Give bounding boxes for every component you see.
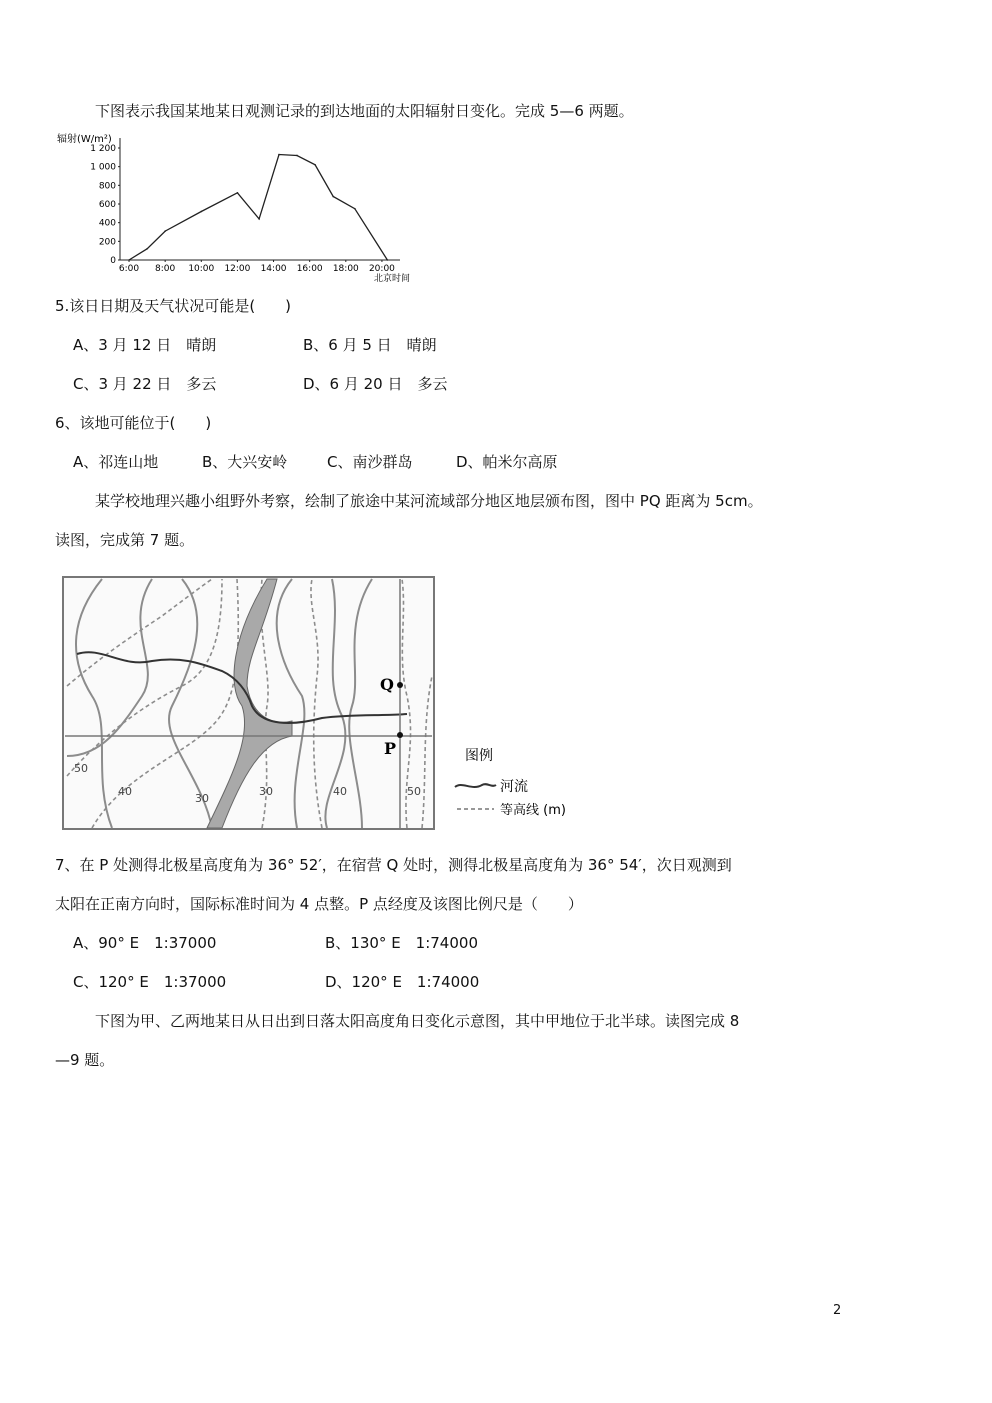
intro-text-q8-9-line2: —9 题。 (55, 1051, 115, 1069)
legend-river-label: 河流 (500, 779, 528, 795)
contour-label: 50 (407, 785, 421, 798)
x-tick-label: 14:00 (260, 264, 287, 274)
radiation-data-point (332, 196, 334, 198)
page-number: 2 (833, 1303, 842, 1318)
question-5-stem: 5.该日日期及天气状况可能是( ) (55, 297, 292, 315)
question-5-option-b[interactable]: B、6 月 5 日 晴朗 (303, 336, 437, 354)
radiation-data-point (314, 164, 316, 166)
x-tick-label: 6:00 (118, 264, 140, 274)
question-6-option-c[interactable]: C、南沙群岛 (327, 453, 413, 471)
chart-x-axis-label: 北京时间 (373, 274, 410, 284)
radiation-data-point (278, 154, 280, 156)
x-tick-label: 18:00 (332, 264, 359, 274)
chart-y-axis-label: 辐射(W/m²) (57, 134, 112, 145)
radiation-data-point (237, 192, 239, 194)
x-tick-label: 20:00 (368, 264, 395, 274)
contour-label: 30 (195, 792, 209, 805)
x-tick-label: 10:00 (188, 264, 215, 274)
y-tick-label: 1 200 (90, 144, 116, 154)
question-5-option-c[interactable]: C、3 月 22 日 多云 (73, 375, 217, 393)
question-7-option-a[interactable]: A、90° E 1:37000 (73, 934, 217, 952)
question-7-stem-line1: 7、在 P 处测得北极星高度角为 36° 52′，在宿营 Q 处时，测得北极星高度角为 36° 54′，次日观测到 (55, 856, 732, 874)
x-tick-label: 16:00 (296, 264, 323, 274)
question-7-option-b[interactable]: B、130° E 1:74000 (325, 934, 478, 952)
contour-label: 30 (259, 785, 273, 798)
radiation-data-point (146, 248, 148, 250)
question-5-option-a[interactable]: A、3 月 12 日 晴朗 (73, 336, 217, 354)
radiation-series-line (129, 155, 387, 261)
y-tick-label: 400 (98, 218, 116, 229)
question-6-option-a[interactable]: A、祁连山地 (73, 453, 159, 471)
legend-contour-label: 等高线 (m) (500, 803, 566, 818)
y-tick-label: 600 (98, 200, 116, 210)
y-tick-label: 1 000 (90, 162, 116, 173)
point-q-marker (397, 682, 403, 688)
stratum-map (62, 576, 582, 832)
radiation-data-point (164, 230, 166, 232)
intro-text-q5-6: 下图表示我国某地某日观测记录的到达地面的太阳辐射日变化。完成 5—6 两题。 (95, 102, 634, 120)
radiation-data-point (296, 155, 298, 157)
question-6-option-b[interactable]: B、大兴安岭 (202, 453, 288, 471)
question-5-option-d[interactable]: D、6 月 20 日 多云 (303, 375, 448, 393)
question-6-option-d[interactable]: D、帕米尔高原 (456, 453, 558, 471)
radiation-data-point (387, 259, 389, 261)
legend-title: 图例 (465, 748, 493, 764)
radiation-data-point (354, 208, 356, 210)
contour-label: 40 (118, 785, 132, 798)
question-7-stem-line2: 太阳在正南方向时，国际标准时间为 4 点整。P 点经度及该图比例尺是（ ） (55, 895, 583, 913)
y-tick-label: 200 (98, 237, 116, 248)
radiation-data-point (200, 211, 202, 213)
intro-text-q7-line2: 读图，完成第 7 题。 (55, 531, 195, 549)
intro-text-q7-line1: 某学校地理兴趣小组野外考察，绘制了旅途中某河流域部分地区地层颁布图，图中 PQ 距离为 5cm。 (95, 492, 763, 510)
radiation-data-point (128, 259, 130, 261)
x-tick-label: 12:00 (224, 264, 251, 274)
point-p-label: P (384, 739, 397, 758)
y-tick-label: 800 (98, 181, 116, 192)
question-7-option-c[interactable]: C、120° E 1:37000 (73, 973, 227, 991)
legend-river-symbol (455, 784, 496, 787)
solar-radiation-chart (55, 130, 415, 285)
point-p-marker (397, 732, 403, 738)
x-tick-label: 8:00 (155, 264, 176, 274)
question-7-option-d[interactable]: D、120° E 1:74000 (325, 973, 480, 991)
radiation-data-point (258, 218, 260, 220)
point-q-label: Q (380, 675, 394, 694)
contour-label: 50 (74, 762, 88, 775)
intro-text-q8-9-line1: 下图为甲、乙两地某日从日出到日落太阳高度角日变化示意图，其中甲地位于北半球。读图完成 8 (95, 1012, 740, 1030)
question-6-stem: 6、该地可能位于( ) (55, 414, 212, 432)
contour-label: 40 (333, 785, 347, 798)
y-tick-label: 0 (110, 256, 116, 266)
